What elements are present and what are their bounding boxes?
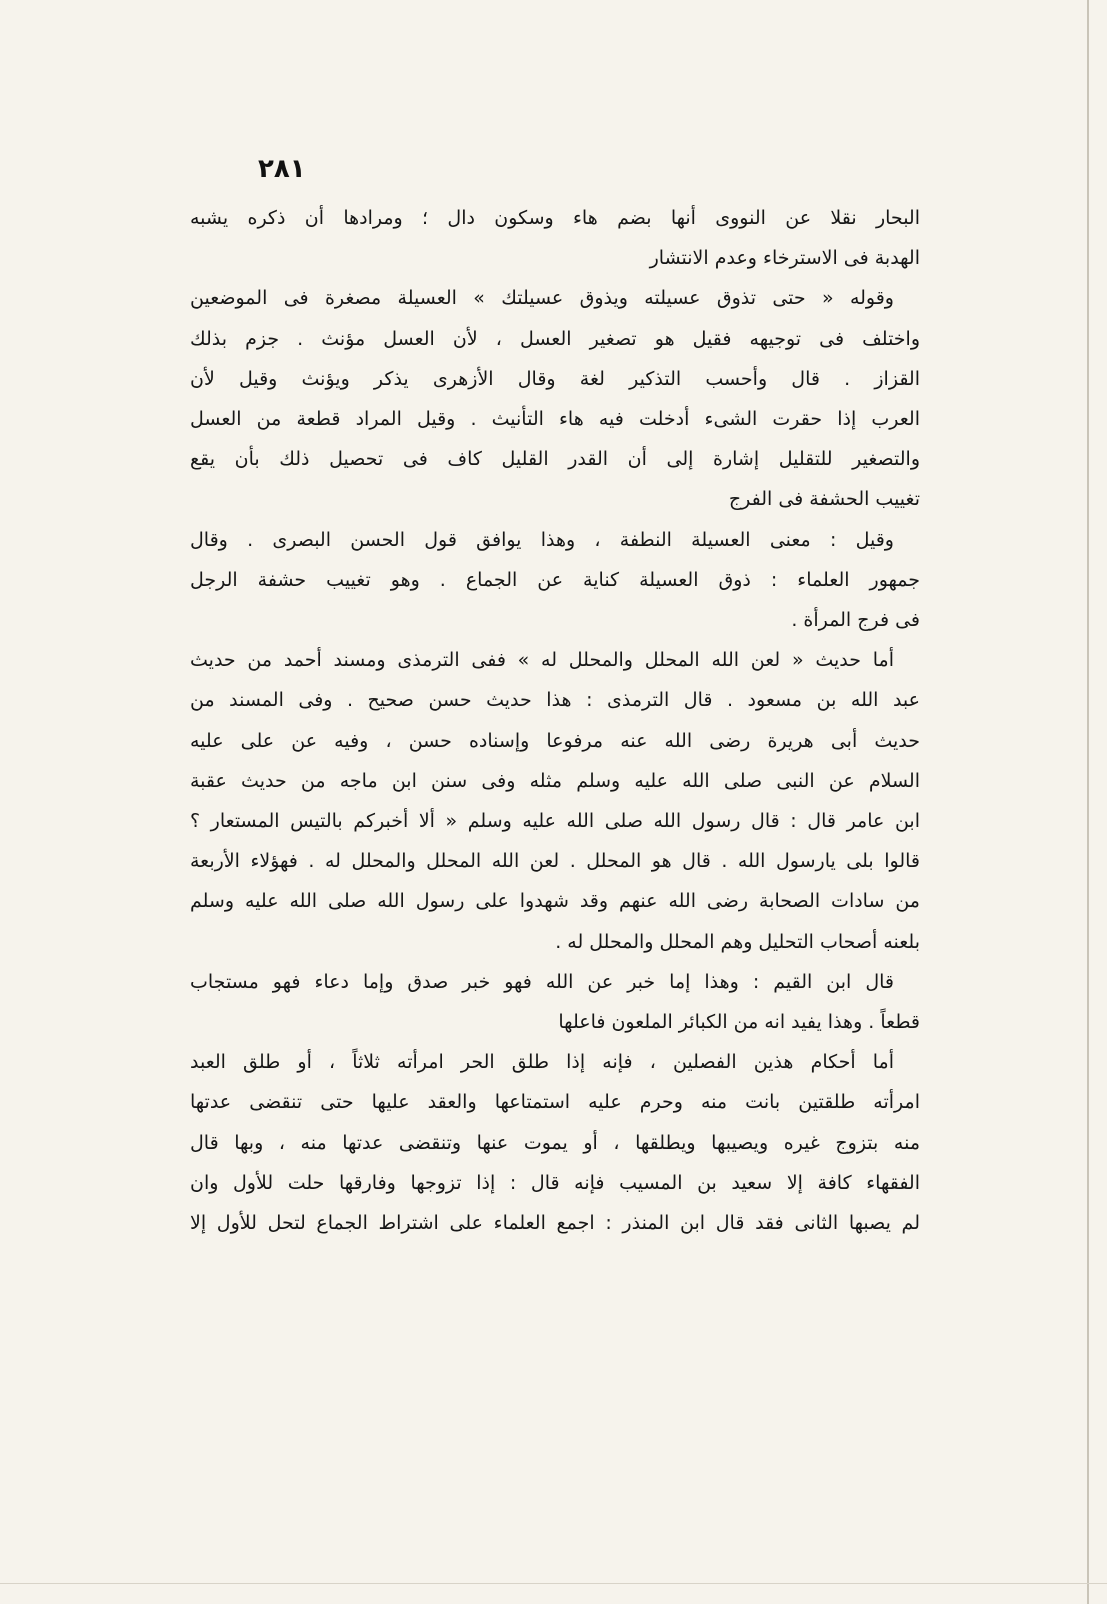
page-number: ٢٨١ bbox=[258, 154, 306, 184]
text-line: الهدبة فى الاسترخاء وعدم الانتشار bbox=[649, 247, 920, 270]
text-line: أما أحكام هذين الفصلين ، فإنه إذا طلق الحر امرأته ثلاثاً ، أو طلق العبد bbox=[190, 1051, 894, 1074]
text-line: البحار نقلا عن النووى أنها بضم هاء وسكون دال ؛ ومرادها أن ذكره يشبه bbox=[190, 207, 920, 229]
text-line: قطعاً . وهذا يفيد انه من الكبائر الملعون فاعلها bbox=[558, 1011, 920, 1034]
text-line: جمهور العلماء : ذوق العسيلة كناية عن الجماع . وهو تغييب حشفة الرجل bbox=[190, 568, 920, 591]
text-line: واختلف فى توجيهه فقيل هو تصغير العسل ، لأن العسل مؤنث . جزم بذلك bbox=[190, 327, 920, 350]
text-line: عبد الله بن مسعود . قال الترمذى : هذا حديث حسن صحيح . وفى المسند من bbox=[190, 689, 920, 712]
text-line: قال ابن القيم : وهذا إما خبر عن الله فهو خبر صدق وإما دعاء فهو مستجاب bbox=[190, 970, 894, 993]
text-line: ابن عامر قال : قال رسول الله صلى الله عليه وسلم « ألا أخبركم بالتيس المستعار ؟ bbox=[190, 810, 920, 833]
body-text bbox=[190, 198, 920, 1243]
text-line: امرأته طلقتين بانت منه وحرم عليه استمتاعها والعقد عليها حتى تنقضى عدتها bbox=[190, 1091, 920, 1114]
text-line: حديث أبى هريرة رضى الله عنه مرفوعا وإسناده حسن ، وفيه عن على عليه bbox=[190, 729, 920, 752]
text-line: منه بتزوج غيره ويصيبها ويطلقها ، أو يموت عنها وتنقضى عدتها منه ، وبها قال bbox=[190, 1131, 920, 1154]
text-line: من سادات الصحابة رضى الله عنهم وقد شهدوا على رسول الله صلى الله عليه وسلم bbox=[190, 890, 920, 913]
text-line: لم يصبها الثانى فقد قال ابن المنذر : اجمع العلماء على اشتراط الجماع لتحل للأول إلا bbox=[190, 1212, 920, 1235]
text-line: قالوا بلى يارسول الله . قال هو المحلل . لعن الله المحلل والمحلل له . فهؤلاء الأربعة bbox=[190, 850, 920, 873]
text-line: والتصغير للتقليل إشارة إلى أن القدر القليل كاف فى تحصيل ذلك بأن يقع bbox=[190, 448, 920, 471]
page-edge-shadow bbox=[1087, 0, 1089, 1604]
text-line: أما حديث « لعن الله المحلل والمحلل له » ففى الترمذى ومسند أحمد من حديث bbox=[190, 649, 894, 672]
text-line: القزاز . قال وأحسب التذكير لغة وقال الأزهرى يذكر ويؤنث وقيل لأن bbox=[190, 367, 920, 390]
text-line: وقوله « حتى تذوق عسيلته ويذوق عسيلتك » العسيلة مصغرة فى الموضعين bbox=[190, 287, 894, 310]
text-line: فى فرج المرأة . bbox=[791, 609, 920, 632]
text-line: وقيل : معنى العسيلة النطفة ، وهذا يوافق قول الحسن البصرى . وقال bbox=[190, 528, 894, 551]
text-line: العرب إذا حقرت الشىء أدخلت فيه هاء التأنيث . وقيل المراد قطعة من العسل bbox=[190, 408, 920, 431]
page-bottom-edge bbox=[0, 1583, 1107, 1584]
text-line: السلام عن النبى صلى الله عليه وسلم مثله وفى سنن ابن ماجه من حديث عقبة bbox=[190, 769, 920, 792]
text-line: بلعنه أصحاب التحليل وهم المحلل والمحلل له . bbox=[555, 930, 920, 953]
text-line: تغييب الحشفة فى الفرج bbox=[728, 488, 920, 511]
text-line: الفقهاء كافة إلا سعيد بن المسيب فإنه قال : إذا تزوجها وفارقها حلت للأول وان bbox=[190, 1171, 920, 1194]
